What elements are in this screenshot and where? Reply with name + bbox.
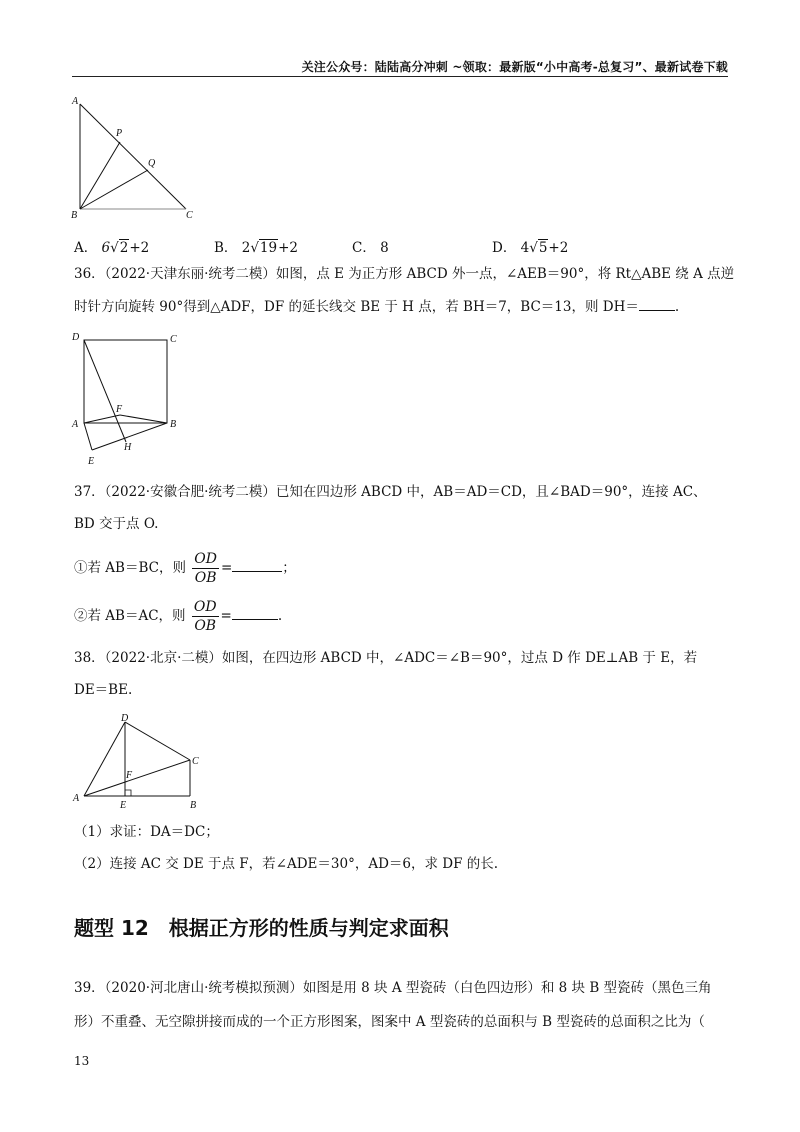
q37-line1: 37．（2022·安徽合肥·统考二模）已知在四边形 ABCD 中，AB＝AD＝CD，且∠BAD＝90°，连接 AC、 xyxy=(74,484,707,500)
page-number: 13 xyxy=(74,1054,90,1068)
page-header: 关注公众号：陆陆高分冲刺 ~领取：最新版“小中高考-总复习”、最新试卷下载 xyxy=(301,60,728,74)
q39-line2: 形）不重叠、无空隙拼接而成的一个正方形图案，图案中 A 型瓷砖的总面积与 B 型瓷砖的总面积之比为（ xyxy=(74,1014,705,1030)
q38-sub2: （2）连接 AC 交 DE 于点 F，若∠ADE＝30°，AD＝6，求 DF 的长. xyxy=(74,856,499,872)
label-b: B xyxy=(71,210,78,220)
q39-line1: 39．（2020·河北唐山·统考模拟预测）如图是用 8 块 A 型瓷砖（白色四边形）和 8 块 B 型瓷砖（黑色三角 xyxy=(74,980,712,996)
label-e: E xyxy=(88,456,95,467)
label-c: C xyxy=(186,210,193,220)
option-b: B． 2√19+2 xyxy=(214,240,299,256)
option-c: C． 8 xyxy=(352,240,389,256)
seg-dc xyxy=(125,722,190,760)
seg-af xyxy=(84,415,120,423)
figure-q36 xyxy=(68,330,188,470)
seg-dh xyxy=(84,340,126,442)
q36-answer-blank[interactable] xyxy=(639,296,675,311)
label-a: A xyxy=(73,793,80,804)
label-q: Q xyxy=(148,158,156,169)
figure-q35 xyxy=(68,94,208,220)
q38-line2: DE＝BE. xyxy=(74,682,133,698)
header-rule xyxy=(72,76,728,77)
option-d: D． 4√5+2 xyxy=(492,240,569,256)
q36-line2: 时针方向旋转 90°得到△ADF，DF 的延长线交 BE 于 H 点，若 BH＝7，BC＝13，则 DH＝ . xyxy=(74,296,679,317)
q38-sub1: （1）求证：DA＝DC； xyxy=(74,824,219,840)
label-f: F xyxy=(126,770,133,781)
q36-line1: 36．（2022·天津东丽·统考二模）如图，点 E 为正方形 ABCD 外一点，∠AEB＝90°，将 Rt△ABE 绕 A 点逆 xyxy=(74,266,735,282)
seg-bp xyxy=(80,142,120,209)
label-b: B xyxy=(190,800,197,811)
label-c: C xyxy=(170,334,177,345)
label-h: H xyxy=(124,442,132,453)
label-f: F xyxy=(116,404,123,415)
label-c: C xyxy=(192,756,199,767)
fraction-od-ob: $\frac{OD}{OB}$ xyxy=(194,551,217,586)
seg-fb xyxy=(120,415,167,423)
figure-q38 xyxy=(68,712,208,816)
q37-part1-blank[interactable] xyxy=(232,557,282,572)
q37-line2: BD 交于点 O. xyxy=(74,516,159,532)
seg-ac xyxy=(84,760,190,796)
q37-part1: ①若 AB＝BC，则 $\frac{OD}{OB}$ = ； xyxy=(74,551,296,586)
q37-part2-blank[interactable] xyxy=(232,605,278,620)
seg-ad xyxy=(84,722,125,796)
seg-ac xyxy=(80,104,186,209)
label-a: A xyxy=(72,96,79,107)
label-p: P xyxy=(116,128,123,139)
fraction-od-ob: $\frac{OD}{OB}$ xyxy=(193,599,217,634)
option-a: A． 6√2+2 xyxy=(74,240,150,256)
label-d: D xyxy=(72,332,80,343)
square-abcd xyxy=(84,340,167,423)
q37-part2: ②若 AB＝AC，则 $\frac{OD}{OB}$ = . xyxy=(74,599,283,634)
seg-bq xyxy=(80,170,148,209)
q38-line1: 38．（2022·北京·二模）如图，在四边形 ABCD 中，∠ADC＝∠B＝90°，过点 D 作 DE⊥AB 于 E，若 xyxy=(74,650,698,666)
label-e: E xyxy=(120,800,127,811)
section-title: 题型 12 根据正方形的性质与判定求面积 xyxy=(74,916,449,940)
label-d: D xyxy=(121,713,129,724)
seg-ae xyxy=(84,423,92,450)
label-a: A xyxy=(72,419,79,430)
right-angle-mark xyxy=(125,790,131,796)
label-b: B xyxy=(170,419,177,430)
